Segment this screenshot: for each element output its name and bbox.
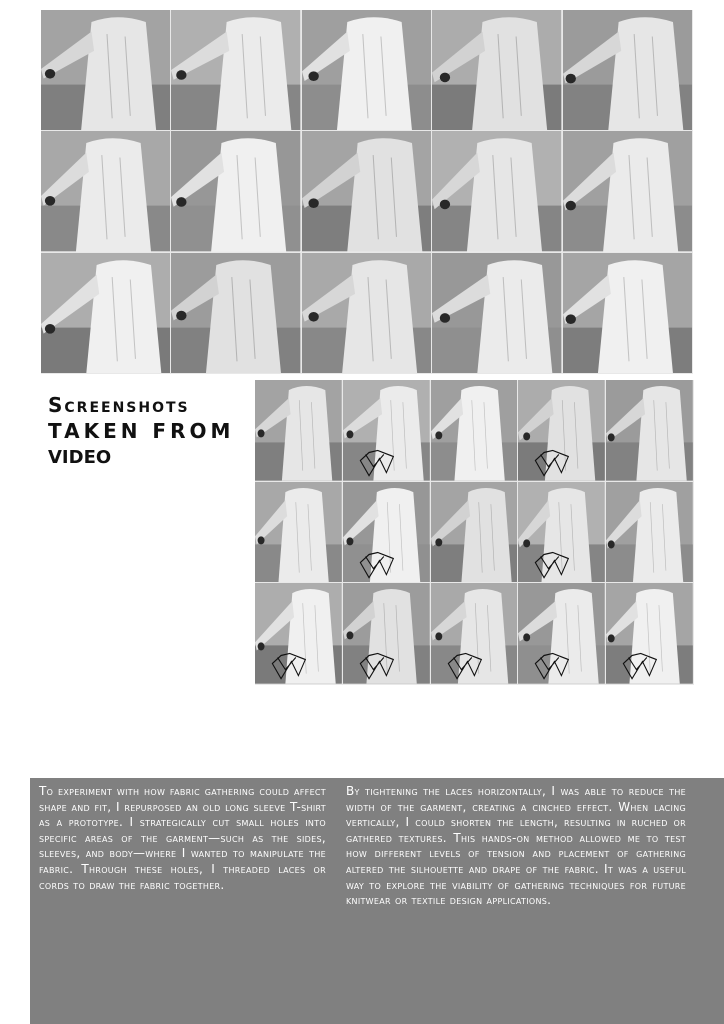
description-panel [30,778,724,1024]
video-still-sketch-10 [606,482,694,584]
description-right-column: By tightening the laces horizontally, I was able to reduce the width of the garment, creating a cinched effect. When lacing vertically, I could shorten the length, resulting in ruched or gathered textures. This hands-on method allowed me to test how different levels of tension and placement of gathering altered the silhouette and drape of the fabric. It was a useful way to explore the viability of gathering techniques for future knitwear or textile design applications. [346,784,686,908]
video-still-sketch-15 [606,583,694,685]
video-still-1 [41,10,171,131]
video-still-15 [563,253,693,374]
video-still-sketch-7 [343,482,431,584]
video-still-8 [302,131,432,252]
video-still-sketch-5 [606,380,694,482]
video-stills-grid-sketches [255,380,694,685]
video-still-10 [563,131,693,252]
video-still-12 [171,253,301,374]
video-still-sketch-9 [518,482,606,584]
video-still-7 [171,131,301,252]
video-still-sketch-2 [343,380,431,482]
video-still-2 [171,10,301,131]
video-still-sketch-3 [431,380,519,482]
video-still-13 [302,253,432,374]
video-still-3 [302,10,432,131]
heading-line-3: VIDEO [48,447,112,468]
video-still-sketch-14 [518,583,606,685]
video-still-5 [563,10,693,131]
video-stills-grid-top [41,10,693,374]
video-still-11 [41,253,171,374]
section-heading [48,392,248,470]
video-still-sketch-4 [518,380,606,482]
video-still-sketch-11 [255,583,343,685]
video-still-6 [41,131,171,252]
video-still-sketch-8 [431,482,519,584]
video-still-sketch-6 [255,482,343,584]
video-still-9 [432,131,562,252]
video-still-14 [432,253,562,374]
heading-line-2: TAKEN FROM [48,419,235,443]
video-still-sketch-12 [343,583,431,685]
video-still-sketch-1 [255,380,343,482]
video-still-4 [432,10,562,131]
heading-line-1: Screenshots [48,393,190,417]
description-left-column: To experiment with how fabric gathering could affect shape and fit, I repurposed an old long sleeve T-shirt as a prototype. I strategically cut small holes into specific areas of the garment—such as the sides, sleeves, and body—where I wanted to manipulate the fabric. Through these holes, I threaded laces or cords to draw the fabric together. [39,784,326,892]
video-still-sketch-13 [431,583,519,685]
